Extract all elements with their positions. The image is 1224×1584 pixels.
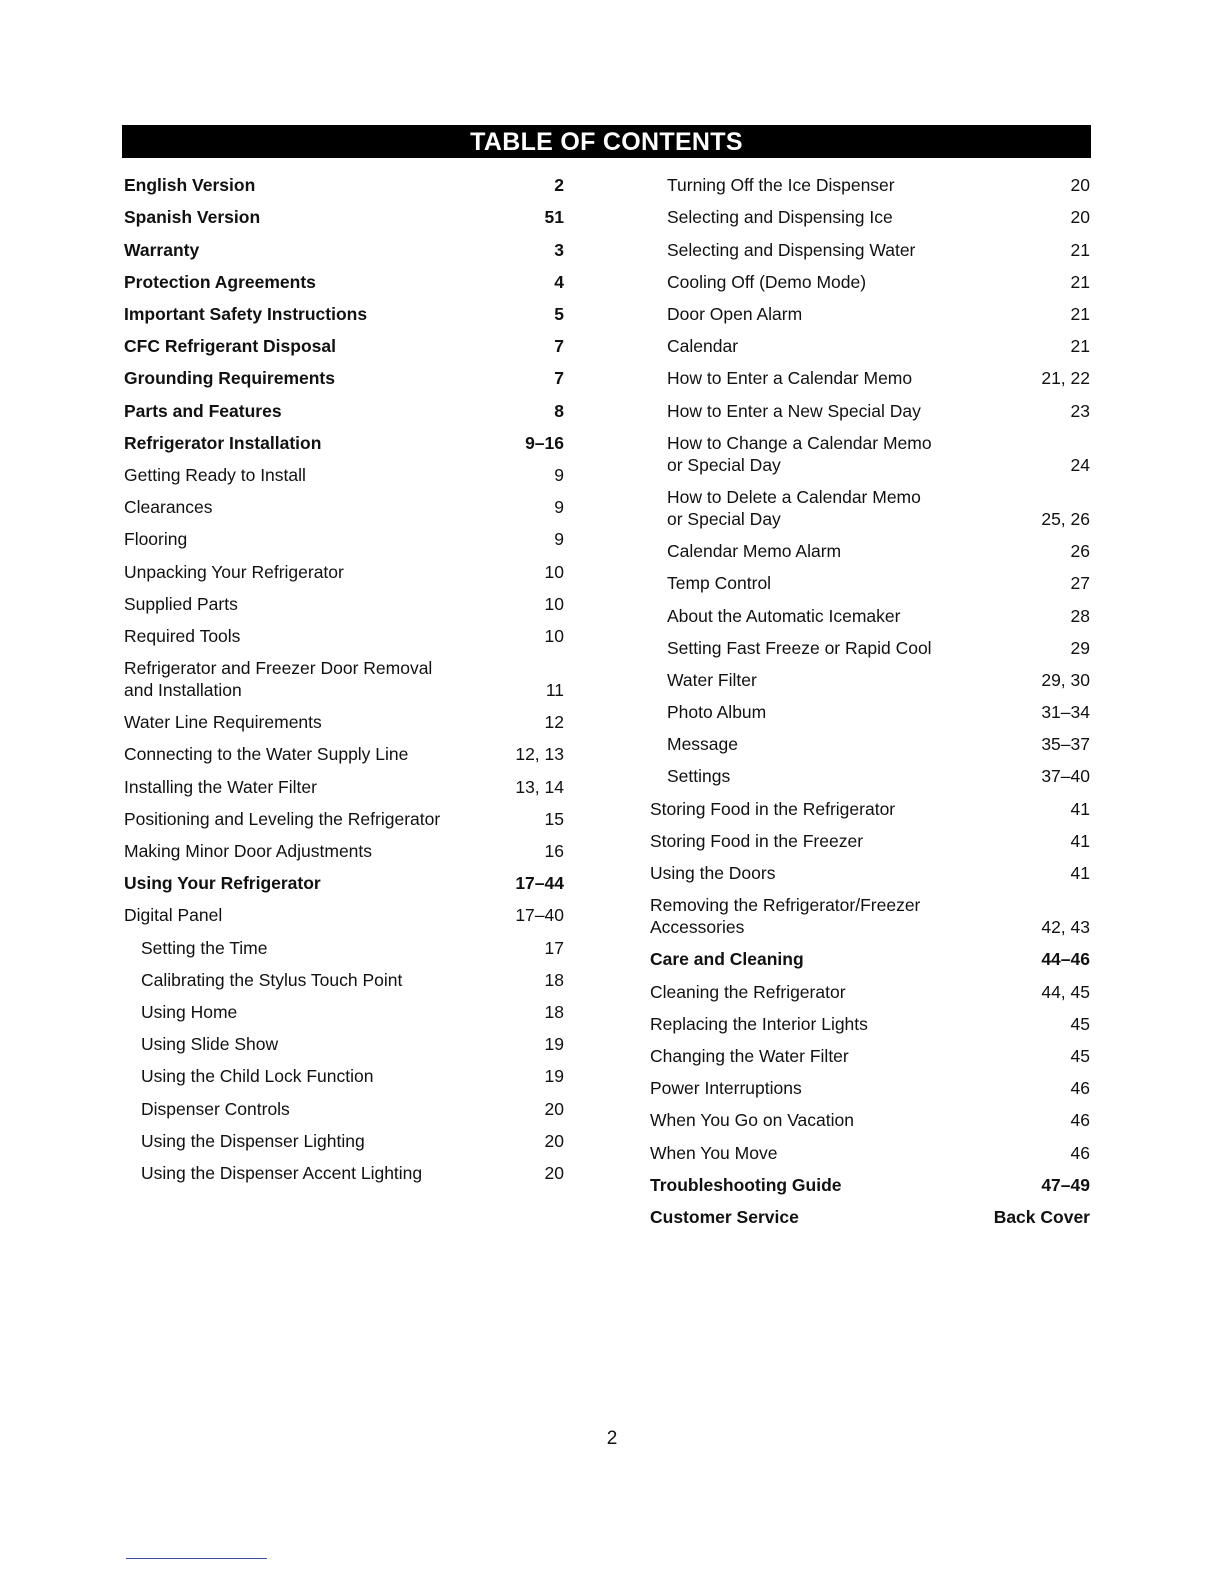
toc-entry-title: Removing the Refrigerator/Freezer Accessories [650,895,921,938]
toc-entry-title: Dispenser Controls [141,1098,290,1119]
toc-entry [124,1125,564,1157]
toc-entry-page: 18 [544,1001,564,1022]
toc-entry-page: 20 [544,1130,564,1151]
toc-entry [650,482,1090,536]
toc-entry-page: 21 [1070,239,1090,260]
toc-entry-page: 27 [1070,573,1090,594]
toc-entry-title: Using Slide Show [141,1034,279,1055]
toc-entry [650,395,1090,427]
toc-entry-page: 20 [544,1162,564,1183]
page-number: 2 [606,1428,618,1449]
toc-left-column [124,170,564,1190]
toc-entry-title: Door Open Alarm [667,304,803,325]
toc-entry-page: 21 [1070,304,1090,325]
toc-entry-title: Calibrating the Stylus Touch Point [141,969,403,990]
toc-entry [124,932,564,964]
toc-entry [124,804,564,836]
toc-entry-page: 15 [544,808,564,829]
toc-entry-page: 44, 45 [1041,981,1090,1002]
toc-entry-page: 46 [1070,1142,1090,1163]
toc-entry-title: Calendar Memo Alarm [667,541,842,562]
toc-entry-page: 10 [544,593,564,614]
toc-entry [650,793,1090,825]
toc-entry-page: 13, 14 [515,776,564,797]
toc-entry-page: 21 [1070,271,1090,292]
toc-entry-title: Cooling Off (Demo Mode) [667,271,867,292]
toc-entry-page: 23 [1070,400,1090,421]
toc-entry [124,395,564,427]
toc-entry-page: 20 [544,1098,564,1119]
toc-entry-page: 3 [554,239,564,260]
toc-entry [650,428,1090,482]
toc-entry [650,331,1090,363]
toc-entry-page: 51 [544,207,564,228]
toc-entry-page: 31–34 [1041,702,1090,723]
toc-entry-title: Supplied Parts [124,593,238,614]
toc-entry-title: How to Enter a New Special Day [667,400,921,421]
toc-entry [650,890,1090,944]
toc-entry-page: 11 [545,680,564,701]
toc-entry-title: Water Line Requirements [124,712,322,733]
toc-entry [650,1009,1090,1041]
toc-entry [124,460,564,492]
toc-entry-page: 8 [554,400,564,421]
toc-entry [650,976,1090,1008]
toc-entry [650,568,1090,600]
toc-entry-title: Replacing the Interior Lights [650,1013,868,1034]
toc-entry-title: Clearances [124,497,213,518]
toc-right-column [650,170,1090,1234]
toc-entry [650,729,1090,761]
toc-entry-page: 12 [544,712,564,733]
toc-entry [650,858,1090,890]
toc-entry-title: Turning Off the Ice Dispenser [667,175,895,196]
toc-entry-title: Making Minor Door Adjustments [124,841,373,862]
toc-entry-page: 20 [1070,175,1090,196]
toc-entry-page: 20 [1070,207,1090,228]
toc-title-banner: TABLE OF CONTENTS [122,125,1091,158]
toc-entry-title: How to Enter a Calendar Memo [667,368,913,389]
toc-entry-title: Care and Cleaning [650,949,804,970]
toc-entry [124,267,564,299]
toc-entry [124,234,564,266]
toc-entry [124,428,564,460]
toc-entry-title: Flooring [124,529,188,550]
toc-entry [124,331,564,363]
toc-entry-title: Setting the Time [141,937,268,958]
toc-entry-title: CFC Refrigerant Disposal [124,336,336,357]
toc-entry-title: Temp Control [667,573,772,594]
toc-entry [124,524,564,556]
toc-entry [650,1105,1090,1137]
toc-entry [124,771,564,803]
toc-entry-title: Using the Dispenser Lighting [141,1130,365,1151]
toc-entry [650,299,1090,331]
toc-entry-page: 44–46 [1041,949,1090,970]
toc-entry [650,1169,1090,1201]
toc-entry [650,761,1090,793]
toc-entry-page: 17 [544,937,564,958]
toc-entry-title: Storing Food in the Freezer [650,830,864,851]
toc-entry-page: 5 [554,304,564,325]
toc-entry [124,299,564,331]
toc-entry-page: 41 [1070,830,1090,851]
toc-entry [650,202,1090,234]
toc-entry [124,170,564,202]
toc-entry-title: Unpacking Your Refrigerator [124,561,344,582]
toc-entry-title: Message [667,734,739,755]
toc-entry-page: 26 [1070,541,1090,562]
toc-entry-page: 7 [554,368,564,389]
toc-entry-title: Using Home [141,1001,238,1022]
toc-entry-page: 17–40 [515,905,564,926]
toc-entry [650,600,1090,632]
toc-entry-page: 19 [544,1034,564,1055]
toc-entry [650,944,1090,976]
toc-entry-title: Important Safety Instructions [124,304,368,325]
toc-entry-page: 9 [554,497,564,518]
toc-entry-page: 10 [544,625,564,646]
toc-entry-page: 4 [554,271,564,292]
toc-entry-title: Cleaning the Refrigerator [650,981,846,1002]
toc-entry-page: 46 [1070,1110,1090,1131]
toc-entry [650,267,1090,299]
toc-entry-title: Calendar [667,336,739,357]
toc-entry-title: Connecting to the Water Supply Line [124,744,409,765]
toc-entry-page: 35–37 [1041,734,1090,755]
toc-entry-page: 12, 13 [515,744,564,765]
toc-entry [124,965,564,997]
toc-entry-title: Settings [667,766,731,787]
toc-entry-title: About the Automatic Icemaker [667,605,901,626]
toc-entry-title: When You Move [650,1142,778,1163]
toc-entry-page: 10 [544,561,564,582]
toc-entry-title: Refrigerator Installation [124,432,322,453]
toc-entry-page: 21, 22 [1041,368,1090,389]
toc-entry-page: 41 [1070,863,1090,884]
toc-entry [124,836,564,868]
toc-entry [124,621,564,653]
toc-entry [124,707,564,739]
toc-entry-page: 24 [1070,454,1090,475]
toc-entry [124,202,564,234]
toc-entry [650,632,1090,664]
toc-entry-page: 28 [1070,605,1090,626]
toc-entry [650,170,1090,202]
toc-entry-page: 18 [544,969,564,990]
toc-entry-page: 9–16 [525,432,564,453]
toc-entry-title: Digital Panel [124,905,223,926]
toc-entry-page: 46 [1070,1078,1090,1099]
toc-entry-page: 7 [554,336,564,357]
toc-entry [124,868,564,900]
toc-entry-page: 21 [1070,336,1090,357]
toc-entry-title: English Version [124,175,256,196]
toc-entry [650,826,1090,858]
toc-entry [124,997,564,1029]
toc-entry-title: How to Delete a Calendar Memo or Special Day [667,486,921,529]
toc-entry-title: Selecting and Dispensing Water [667,239,916,260]
toc-entry-page: 2 [554,175,564,196]
toc-entry [650,1041,1090,1073]
toc-entry-page: 16 [544,841,564,862]
toc-entry [124,1158,564,1190]
toc-entry [650,697,1090,729]
toc-entry-title: Troubleshooting Guide [650,1174,842,1195]
toc-entry [650,536,1090,568]
toc-entry [124,1093,564,1125]
toc-entry [650,665,1090,697]
toc-entry-page: 9 [554,529,564,550]
toc-entry-title: Water Filter [667,669,757,690]
toc-entry-title: Selecting and Dispensing Ice [667,207,893,228]
toc-entry-title: Changing the Water Filter [650,1045,849,1066]
toc-entry-page: 17–44 [515,873,564,894]
toc-entry-title: Getting Ready to Install [124,464,306,485]
toc-entry-title: Required Tools [124,625,241,646]
footer-rule [126,1558,267,1559]
toc-entry [650,234,1090,266]
toc-entry-title: Power Interruptions [650,1078,802,1099]
toc-entry [124,900,564,932]
toc-entry [650,1202,1090,1234]
toc-entry-title: Installing the Water Filter [124,776,317,797]
toc-entry-title: Customer Service [650,1206,799,1227]
toc-entry-page: 45 [1070,1045,1090,1066]
toc-entry [650,363,1090,395]
toc-entry [124,1029,564,1061]
toc-entry-page: 19 [544,1066,564,1087]
toc-entry-page: 29, 30 [1041,669,1090,690]
toc-entry [650,1073,1090,1105]
toc-entry-page: 37–40 [1041,766,1090,787]
toc-entry-title: Grounding Requirements [124,368,335,389]
toc-entry-title: Protection Agreements [124,271,316,292]
toc-entry-title: Using Your Refrigerator [124,873,321,894]
toc-entry [124,739,564,771]
toc-entry-title: When You Go on Vacation [650,1110,854,1131]
toc-entry-title: Using the Child Lock Function [141,1066,374,1087]
toc-entry-page: 45 [1070,1013,1090,1034]
toc-entry-page: 25, 26 [1041,508,1090,529]
toc-entry [124,363,564,395]
toc-entry-title: Warranty [124,239,200,260]
toc-entry [124,653,564,707]
toc-entry [650,1137,1090,1169]
toc-entry-title: Parts and Features [124,400,282,421]
toc-entry-page: Back Cover [993,1206,1090,1227]
toc-entry-title: Spanish Version [124,207,261,228]
toc-entry-title: Photo Album [667,702,767,723]
toc-entry [124,588,564,620]
toc-entry [124,1061,564,1093]
toc-entry-page: 41 [1070,798,1090,819]
toc-entry-title: Positioning and Leveling the Refrigerator [124,808,441,829]
toc-entry [124,492,564,524]
toc-entry-page: 9 [554,464,564,485]
toc-entry-title: Using the Dispenser Accent Lighting [141,1162,423,1183]
toc-entry-title: Storing Food in the Refrigerator [650,798,896,819]
toc-entry-title: How to Change a Calendar Memo or Special Day [667,432,932,475]
toc-entry-title: Using the Doors [650,863,776,884]
toc-entry [124,556,564,588]
toc-entry-page: 42, 43 [1041,917,1090,938]
toc-entry-page: 47–49 [1041,1174,1090,1195]
toc-entry-page: 29 [1070,637,1090,658]
toc-entry-title: Setting Fast Freeze or Rapid Cool [667,637,932,658]
toc-entry-title: Refrigerator and Freezer Door Removal and Installation [124,658,433,701]
